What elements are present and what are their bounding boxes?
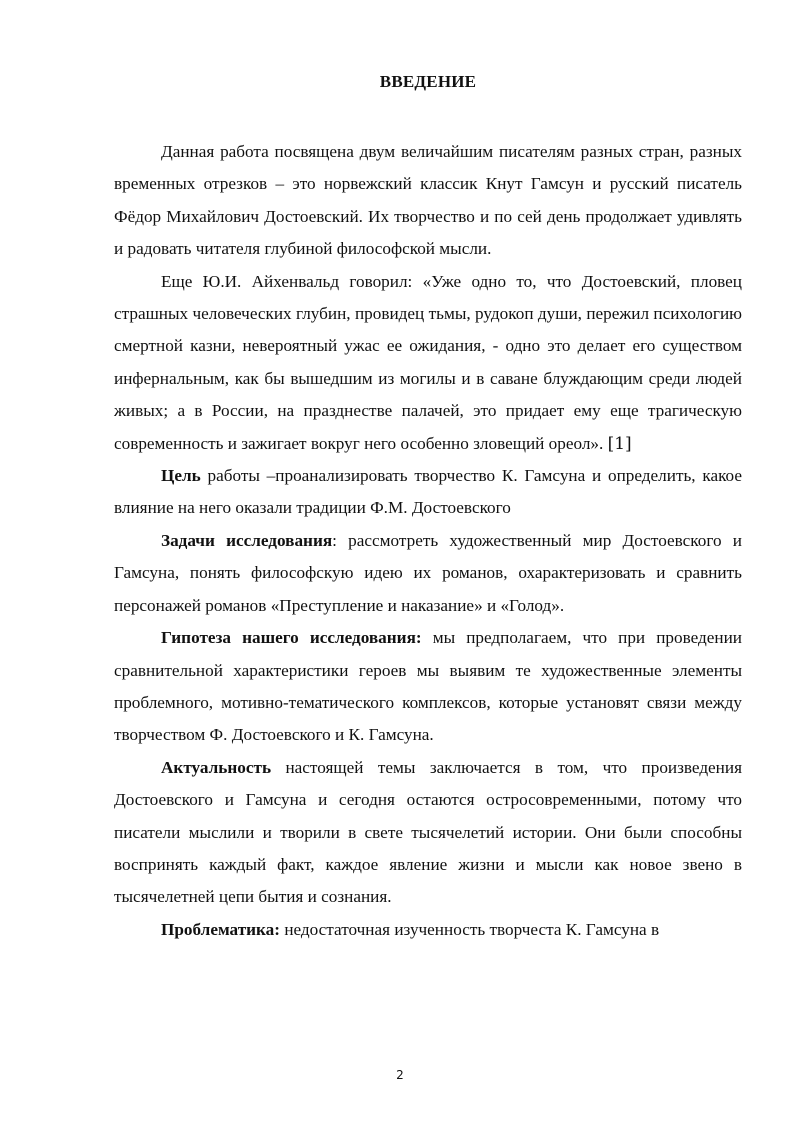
paragraph-hypothesis — [114, 622, 742, 752]
paragraph-label: Проблематика: — [161, 919, 281, 939]
paragraph-label: Актуальность — [161, 757, 272, 777]
paragraph-text: работы –проанализировать творчество К. Гамсуна и определить, какое влияние на него оказали традиции Ф.М. Достоевского — [114, 466, 742, 518]
paragraph-label: Цель — [161, 466, 201, 486]
page-number: 2 — [396, 1068, 404, 1082]
paragraph-label: Задачи исследования — [161, 530, 333, 550]
paragraph-intro — [114, 136, 742, 266]
paragraph-text: настоящей темы заключается в том, что произведения Достоевского и Гамсуна и сегодня остаются остросовременными, потому что писатели мыслили и творили в свете тысячелетий истории. Они были способны воспринять каждый факт, каждое явление жизни и мысли как новое звено в тысячелетней цепи бытия и сознания. — [114, 757, 742, 907]
paragraph-problem — [114, 914, 742, 946]
paragraph-relevance — [114, 752, 742, 914]
paragraph-text: Данная работа посвящена двум величайшим писателям разных стран, разных временных отрезков – это норвежский классик Кнут Гамсун и русский писатель Фёдор Михайлович Достоевский. Их творчество и по сей день продолжает удивлять и радовать читателя глубиной философской мысли. — [114, 142, 742, 259]
paragraph-label: Гипотеза нашего исследования: — [161, 628, 422, 648]
paragraph-quote — [114, 266, 742, 460]
paragraph-text: недостаточная изученность творчеста К. Гамсуна в — [280, 919, 660, 939]
paragraph-text: : рассмотреть художественный мир Достоевского и Гамсуна, понять философскую идею их романов, охарактеризовать и сравнить персонажей романов «Преступление и наказание» и «Голод». — [114, 530, 742, 615]
paragraph-goal — [114, 460, 742, 525]
paragraph-tasks — [114, 525, 742, 622]
section-title: ВВЕДЕНИЕ — [379, 72, 477, 91]
paragraph-text: Еще Ю.И. Айхенвальд говорил: «Уже одно то, что Достоевский, пловец страшных человеческих глубин, провидец тьмы, рудокоп души, пережил психологию смертной казни, невероятный ужас ее ожидания, - одно это делает его существом инфернальным, как бы вышедшим из могилы и в саване блуждающим среди людей живых; а в России, на празднестве палачей, это придает ему еще трагическую современность и зажигает вокруг него особенно зловещий ореол». — [114, 271, 742, 453]
citation-reference: [1] — [607, 433, 632, 454]
paragraph-text: мы предполагаем, что при проведении сравнительной характеристики героев мы выявим те художественные элементы проблемного, мотивно-тематического комплексов, которые установят связи между творчеством Ф. Достоевского и К. Гамсуна. — [114, 628, 742, 745]
